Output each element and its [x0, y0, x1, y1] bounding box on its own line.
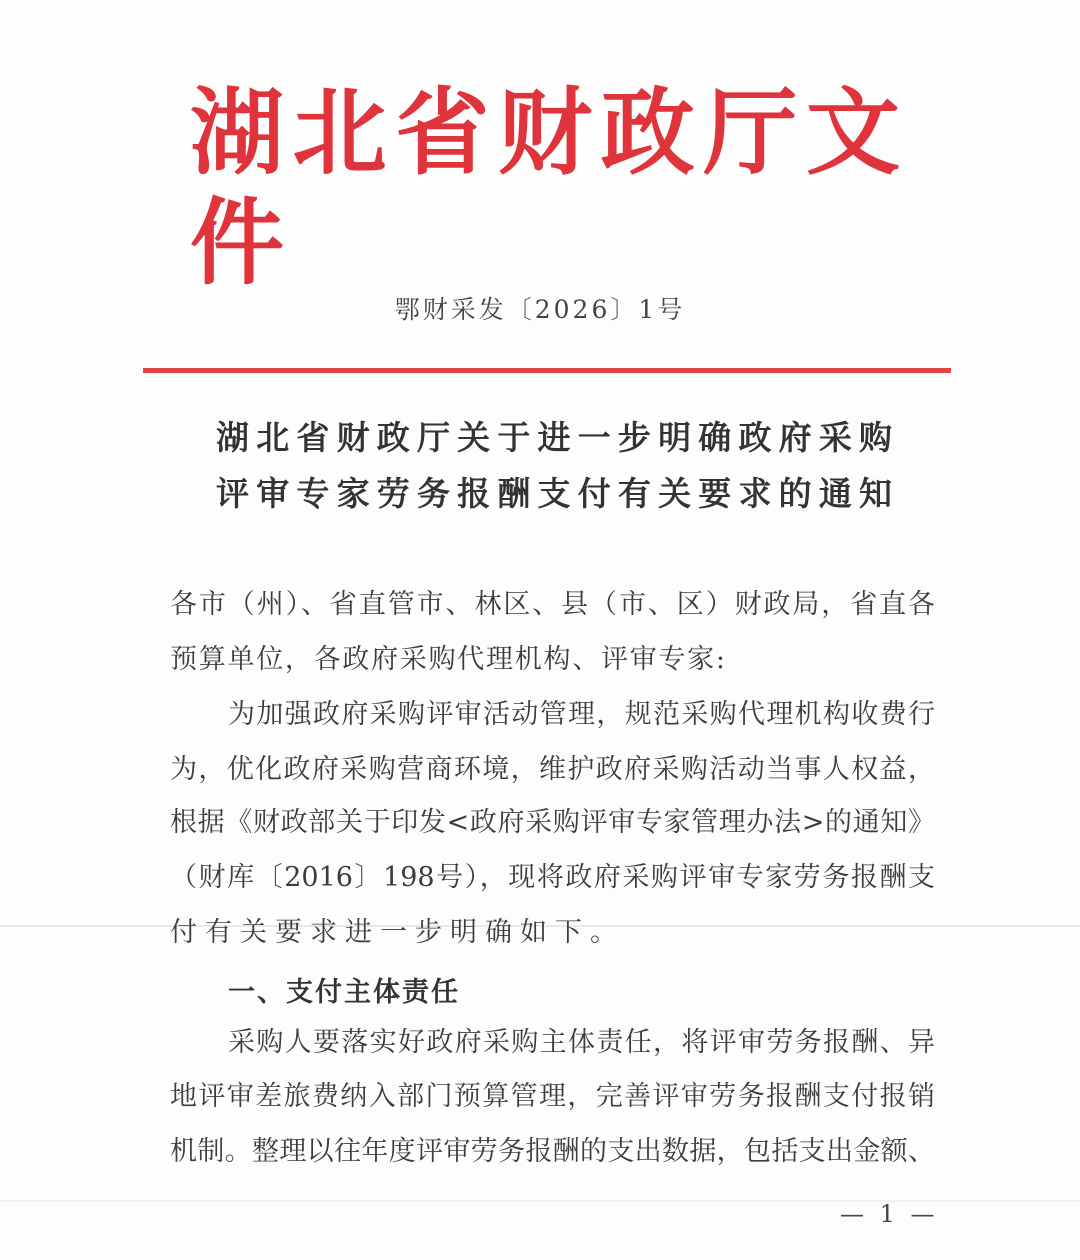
body-line: 为，优化政府采购营商环境，维护政府采购活动当事人权益， — [170, 754, 935, 785]
body-line: 机制。整理以往年度评审劳务报酬的支出数据，包括支出金额、 — [170, 1136, 935, 1167]
document-header: 湖北省财政厅文件 — [190, 78, 900, 298]
addressee-line: 各市（州）、省直管市、林区、县（市、区）财政局，省直各 — [170, 589, 935, 620]
document-number: 鄂财采发〔2026〕1号 — [394, 295, 686, 324]
section-heading: 一、支付主体责任 — [228, 977, 460, 1008]
addressee-line: 预算单位，各政府采购代理机构、评审专家: — [170, 644, 725, 675]
body-line: 地评审差旅费纳入部门预算管理，完善评审劳务报酬支付报销 — [170, 1081, 935, 1112]
document-title-line-2: 评审专家劳务报酬支付有关要求的通知 — [216, 474, 892, 513]
body-line: 根据《财政部关于印发<政府采购评审专家管理办法>的通知》 — [170, 807, 935, 838]
body-line: 采购人要落实好政府采购主体责任，将评审劳务报酬、异 — [228, 1027, 935, 1058]
body-line: 为加强政府采购评审活动管理，规范采购代理机构收费行 — [228, 699, 935, 730]
body-line: （财库〔2016〕198号），现将政府采购评审专家劳务报酬支 — [170, 862, 935, 893]
page-number: — 1 — — [840, 1200, 939, 1228]
body-line: 付有关要求进一步明确如下。 — [170, 917, 625, 948]
red-divider — [143, 368, 951, 373]
document-title-line-1: 湖北省财政厅关于进一步明确政府采购 — [216, 418, 892, 457]
